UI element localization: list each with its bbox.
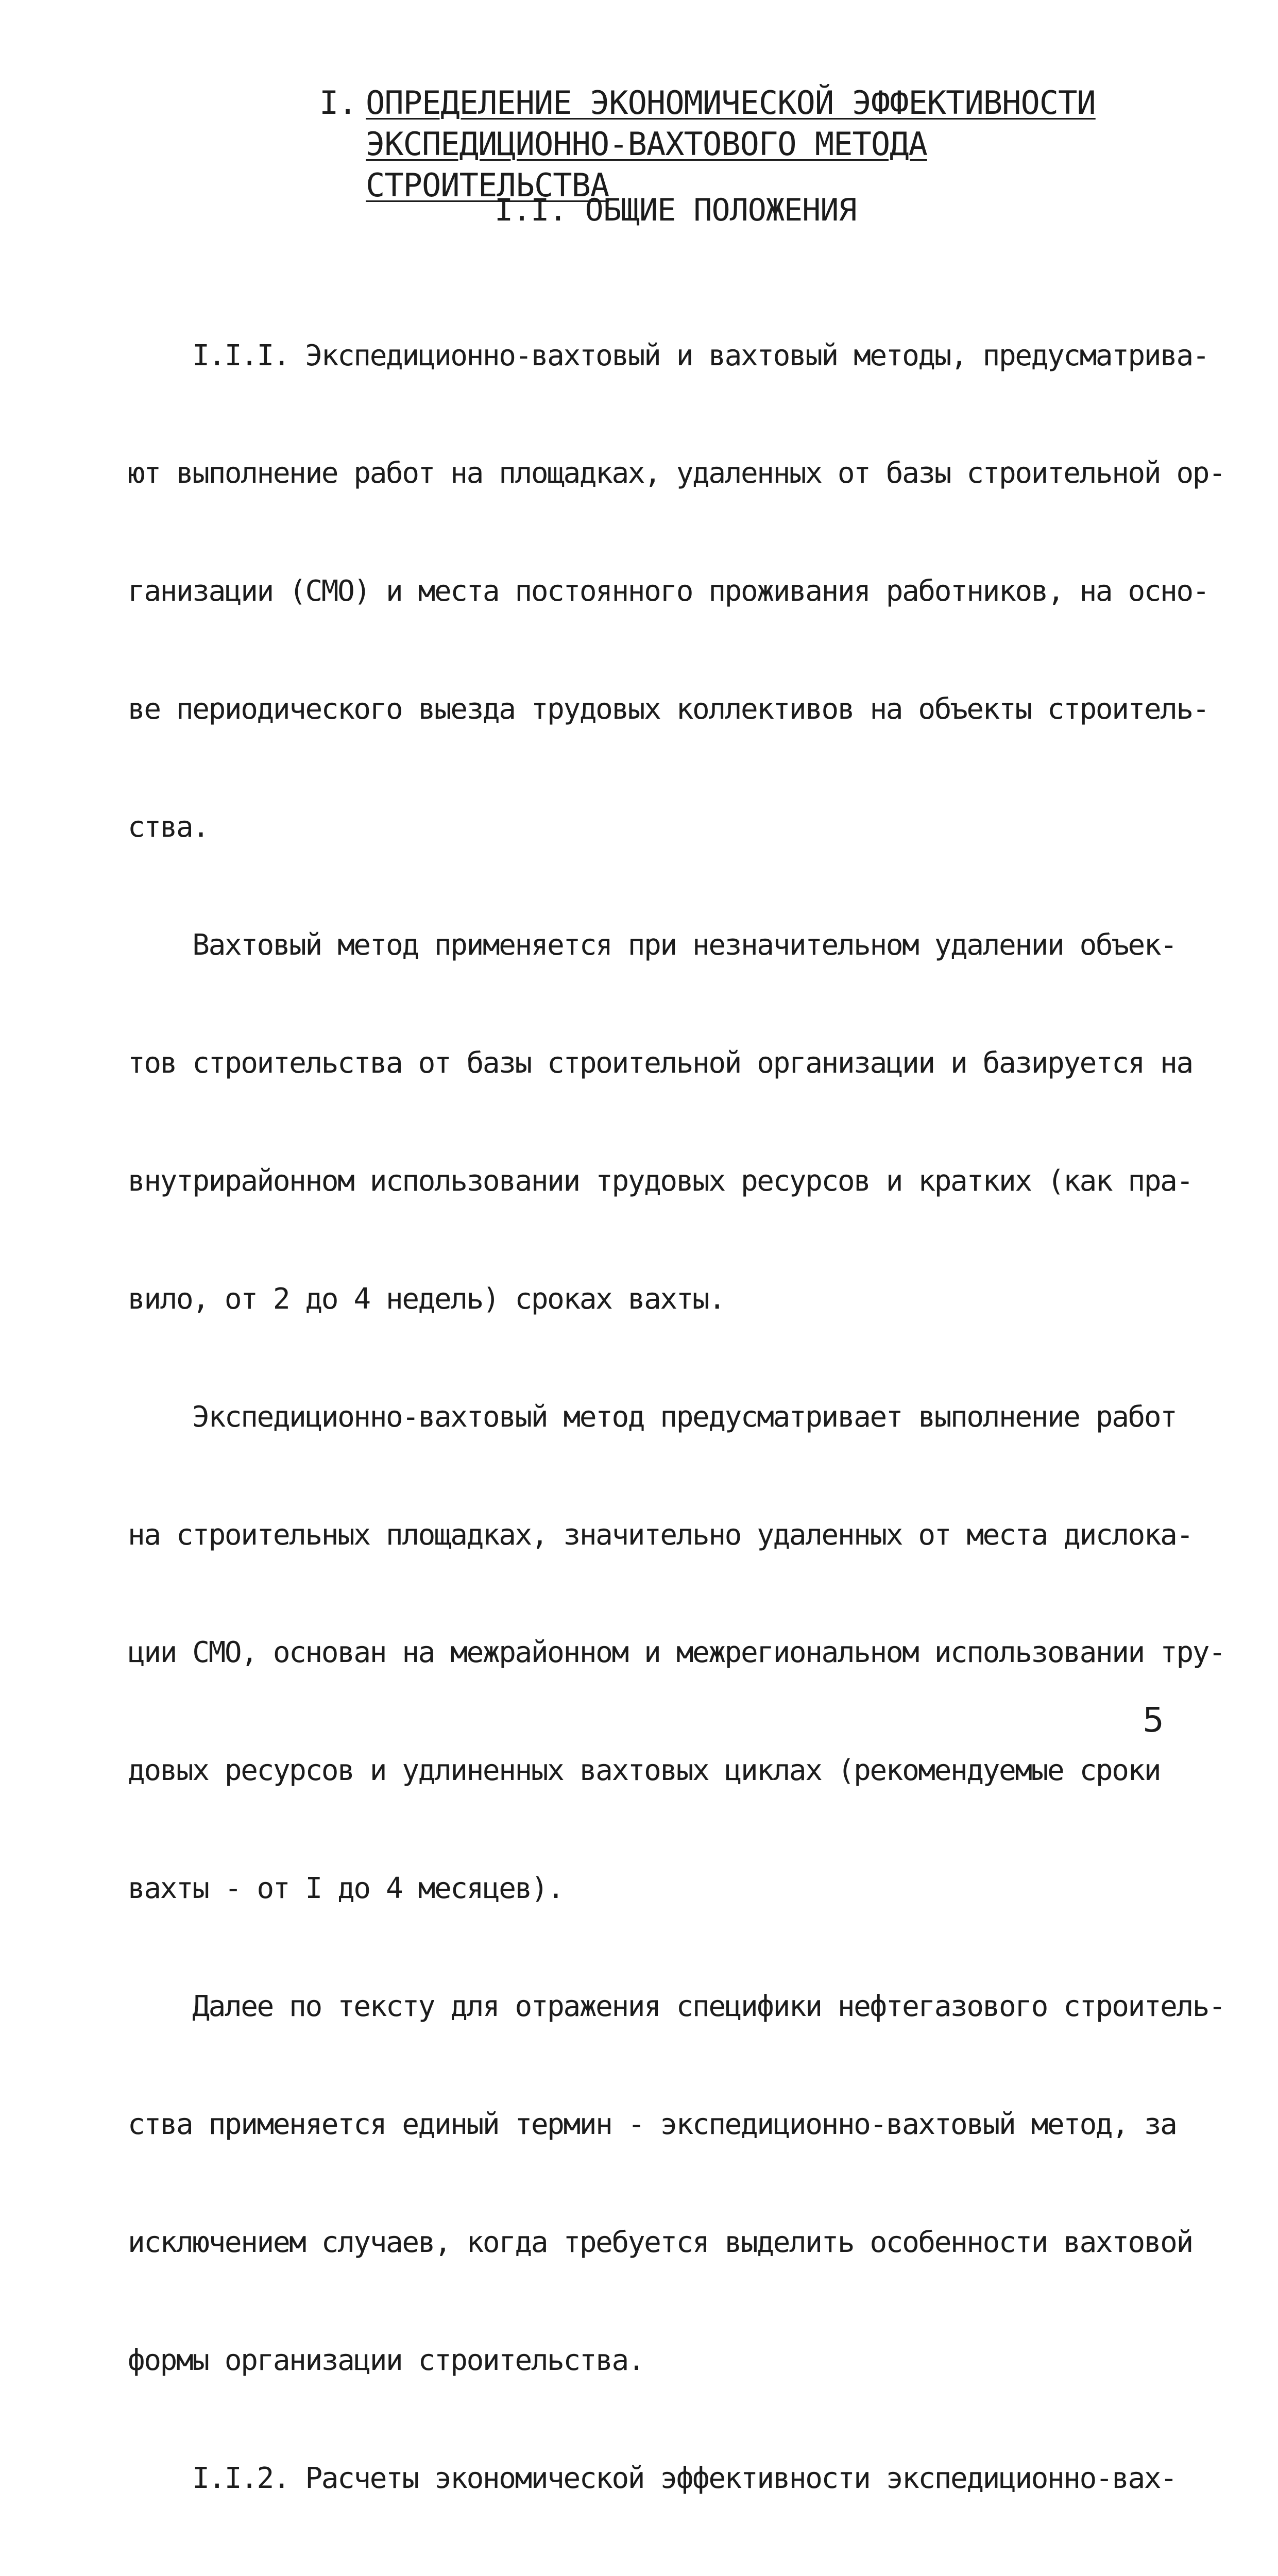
body-text	[128, 258, 1225, 2576]
text-line: I.I.2. Расчеты экономической эффективности экспедиционно-вах-	[128, 2461, 1177, 2495]
text-line: довых ресурсов и удлиненных вахтовых циклах (рекомендуемые сроки	[128, 1754, 1161, 1788]
text-line: I.I.I. Экспедиционно-вахтовый и вахтовый методы, предусматрива-	[128, 338, 1209, 372]
text-line: ют выполнение работ на площадках, удаленных от базы строительной ор-	[128, 456, 1225, 490]
text-line: Далее по тексту для отражения специфики нефтегазового строитель-	[128, 1990, 1225, 2024]
page-number: 5	[1143, 1700, 1164, 1740]
section-number: I.	[319, 84, 357, 122]
heading-line-1	[319, 82, 1123, 124]
text-line: Экспедиционно-вахтовый метод предусматривает выполнение работ	[128, 1400, 1177, 1434]
text-line: ства.	[128, 810, 209, 844]
text-line: вахты - от I до 4 месяцев).	[128, 1872, 564, 1906]
heading-title-line-1: ОПРЕДЕЛЕНИЕ ЭКОНОМИЧЕСКОЙ ЭФФЕКТИВНОСТИ	[366, 84, 1096, 122]
text-line: исключением случаев, когда требуется выделить особенности вахтовой	[128, 2225, 1192, 2259]
text-line: тов строительства от базы строительной организации и базируется на	[128, 1046, 1192, 1080]
text-line: Вахтовый метод применяется при незначительном удалении объек-	[128, 928, 1177, 962]
text-line: ве периодического выезда трудовых коллективов на объекты строитель-	[128, 692, 1209, 726]
text-line: ции СМО, основан на межрайонном и межрегиональном использовании тру-	[128, 1636, 1225, 1670]
text-line: ства применяется единый термин - экспедиционно-вахтовый метод, за	[128, 2107, 1177, 2141]
text-line: на строительных площадках, значительно удаленных от места дислока-	[128, 1518, 1192, 1552]
text-line: формы организации строительства.	[128, 2343, 644, 2377]
text-line: вило, от 2 до 4 недель) сроках вахты.	[128, 1282, 725, 1316]
subsection-heading: I.I. ОБЩИЕ ПОЛОЖЕНИЯ	[495, 192, 857, 228]
section-heading	[319, 82, 1123, 206]
text-line: ганизации (СМО) и места постоянного проживания работников, на осно-	[128, 574, 1209, 608]
heading-title-line-2: ЭКСПЕДИЦИОННО-ВАХТОВОГО МЕТОДА СТРОИТЕЛЬСТВА	[366, 125, 927, 204]
text-line: внутрирайонном использовании трудовых ресурсов и кратких (как пра-	[128, 1164, 1192, 1198]
